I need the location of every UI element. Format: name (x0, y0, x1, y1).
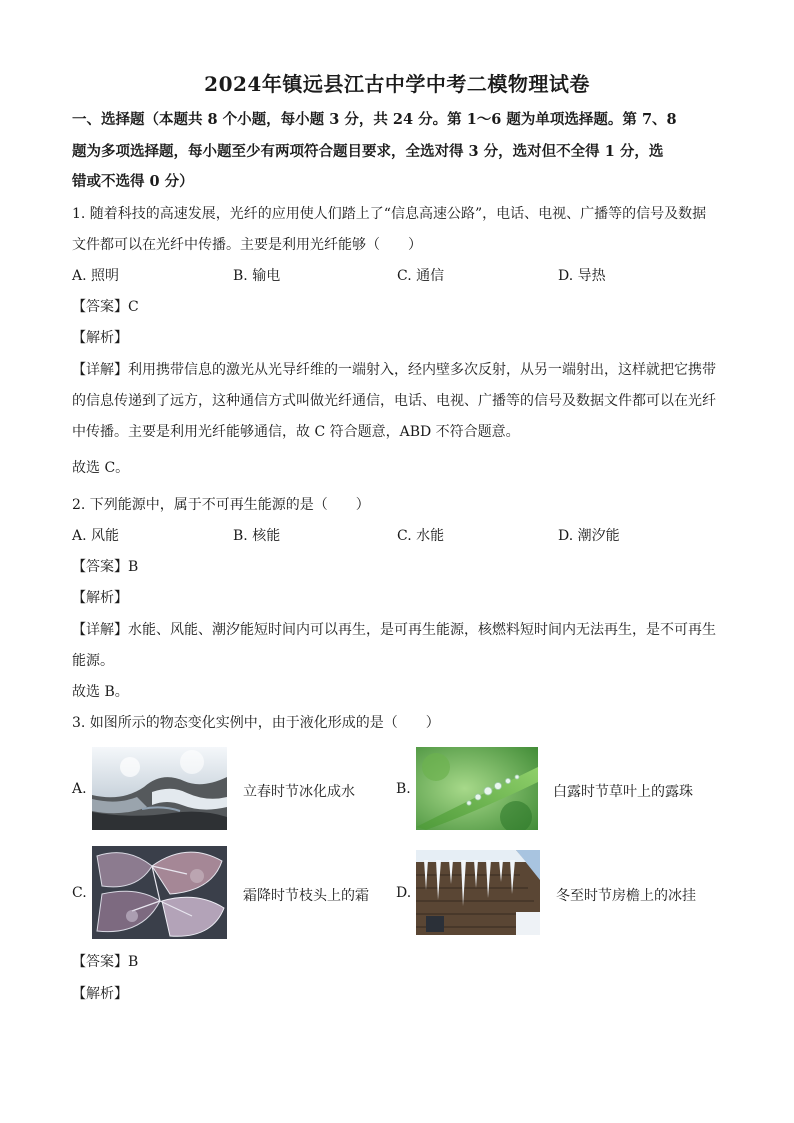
q2-answer-value: B (128, 559, 139, 575)
section-heading-line-2: 题为多项选择题，每小题至少有两项符合题目要求，全选对得 3 分，选对但不全得 1 分，选 (72, 143, 664, 160)
q2-option-d: D. 潮汐能 (558, 528, 620, 544)
q2-option-a: A. 风能 (72, 528, 120, 544)
q1-option-b: B. 输电 (233, 268, 281, 284)
q1-stem-line-1: 1. 随着科技的高速发展，光纤的应用使人们踏上了“信息高速公路”，电话、电视、广播等的信号及数据 (72, 206, 707, 222)
q3-option-a-image (92, 747, 227, 830)
q2-detail-line-2: 能源。 (72, 653, 114, 669)
q1-conclusion: 故选 C。 (72, 460, 130, 476)
q2-detail-tag: 【详解】 (72, 622, 128, 638)
q1-option-a: A. 照明 (72, 268, 120, 284)
icicles-image (416, 850, 540, 935)
q1-option-d: D. 导热 (558, 268, 606, 284)
section-heading-line-1: 一、选择题（本题共 8 个小题，每小题 3 分，共 24 分。第 1～6 题为单项选择题。第 7、8 (72, 111, 677, 128)
q3-option-a-letter: A. (72, 781, 87, 797)
q3-option-c-caption: 霜降时节枝头上的霜 (243, 888, 369, 904)
q1-detail-line-1 (72, 359, 716, 379)
q2-conclusion: 故选 B。 (72, 684, 129, 700)
q1-stem-line-2: 文件都可以在光纤中传播。主要是利用光纤能够（ ） (72, 237, 422, 253)
q3-answer-tag: 【答案】 (72, 954, 128, 970)
q3-answer-value: B (128, 954, 139, 970)
q2-detail-text-1: 水能、风能、潮汐能短时间内可以再生，是可再生能源，核燃料短时间内无法再生，是不可再生 (128, 622, 716, 638)
q2-answer-tag: 【答案】 (72, 559, 128, 575)
section-heading-line-3: 错或不选得 0 分） (72, 173, 194, 190)
dew-drops-image (416, 747, 538, 830)
frost-leaves-image (92, 846, 227, 939)
q2-detail-line-1 (72, 619, 716, 639)
q1-answer-tag: 【答案】 (72, 299, 128, 315)
q3-option-d-letter: D. (396, 885, 412, 901)
q3-option-d-caption: 冬至时节房檐上的冰挂 (556, 888, 696, 904)
q3-analysis-tag: 【解析】 (72, 986, 128, 1002)
q1-detail-line-3: 中传播。主要是利用光纤能够通信，故 C 符合题意，ABD 不符合题意。 (72, 424, 520, 440)
q1-option-c: C. 通信 (397, 268, 445, 284)
page-title: 2024年镇远县江古中学中考二模物理试卷 (204, 72, 590, 96)
q2-analysis-tag: 【解析】 (72, 590, 128, 606)
q3-stem: 3. 如图所示的物态变化实例中，由于液化形成的是（ ） (72, 715, 440, 731)
q3-option-b-letter: B. (396, 781, 411, 797)
q1-answer (72, 296, 139, 316)
q2-option-b: B. 核能 (233, 528, 281, 544)
q2-option-c: C. 水能 (397, 528, 445, 544)
q3-option-a-caption: 立春时节冰化成水 (243, 784, 355, 800)
q1-detail-line-2: 的信息传递到了远方，这种通信方式叫做光纤通信，电话、电视、广播等的信号及数据文件都可以在光纤 (72, 393, 716, 409)
q1-answer-value: C (128, 299, 139, 315)
q2-stem: 2. 下列能源中，属于不可再生能源的是（ ） (72, 497, 370, 513)
q3-option-c-image (92, 846, 227, 939)
q3-option-d-image (416, 850, 540, 935)
q1-detail-text-1: 利用携带信息的激光从光导纤维的一端射入，经内壁多次反射，从另一端射出，这样就把它携带 (128, 362, 716, 378)
q2-answer (72, 556, 138, 576)
q1-analysis-tag: 【解析】 (72, 330, 128, 346)
melting-ice-image (92, 747, 227, 830)
q1-detail-tag: 【详解】 (72, 362, 128, 378)
q3-option-c-letter: C. (72, 885, 87, 901)
q3-option-b-caption: 白露时节草叶上的露珠 (553, 784, 693, 800)
q3-option-b-image (416, 747, 538, 830)
q3-answer (72, 951, 138, 971)
